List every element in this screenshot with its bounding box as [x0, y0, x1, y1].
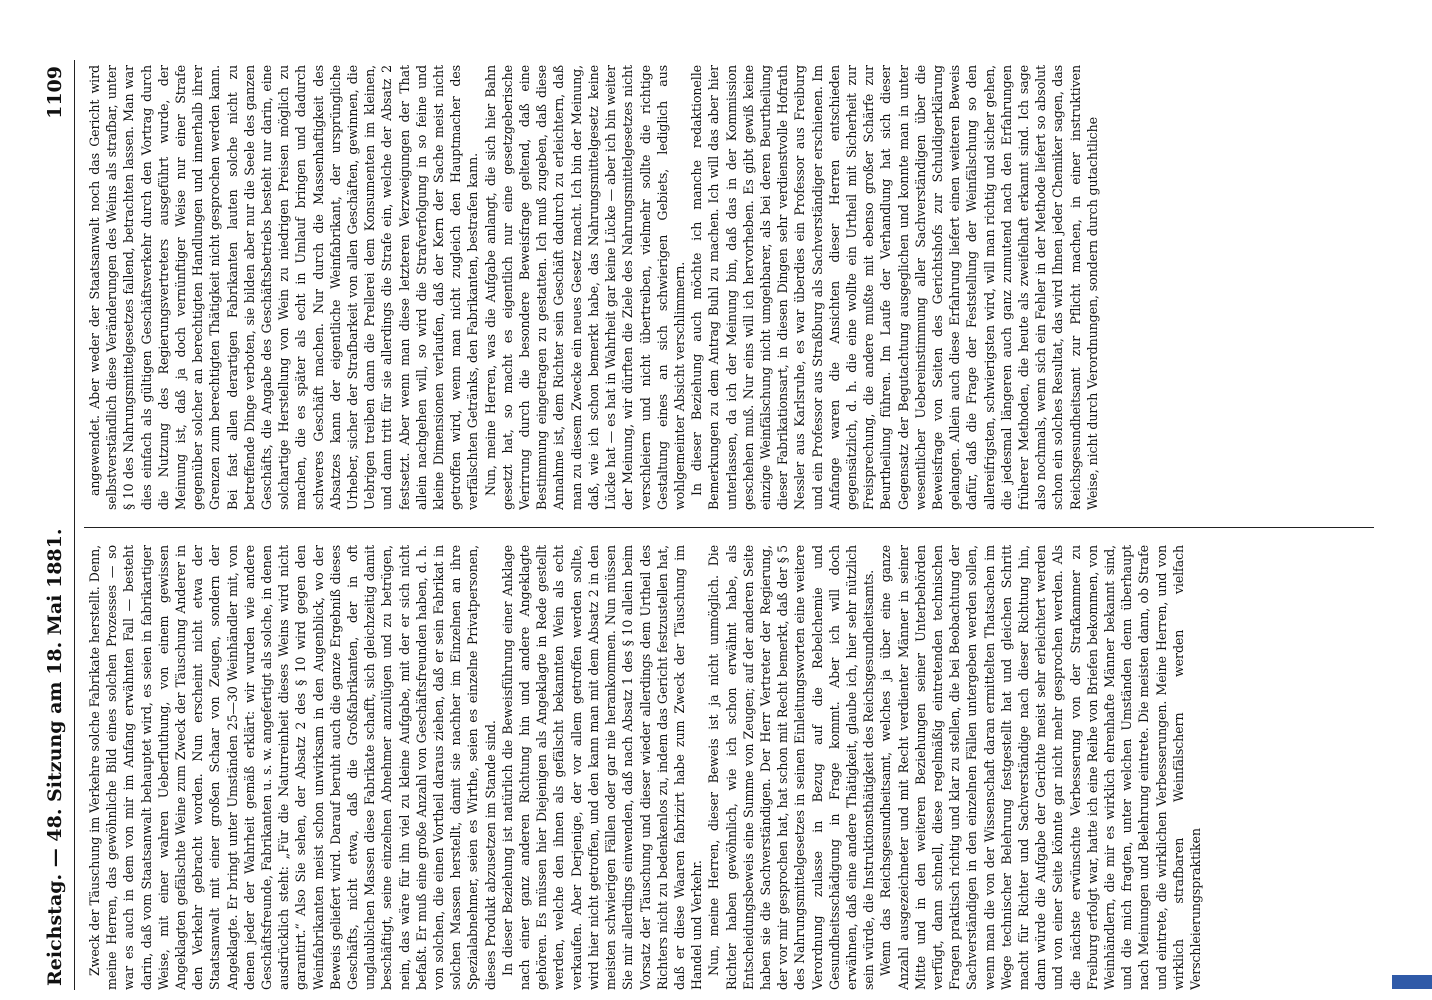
paragraph: Nun, meine Herren, was die Aufgabe anlangt, die sich hier Bahn gesetzt hat, so macht es eigentlich nur eine gesetzgeberische Verirrung durch die besondere Beweisfrage geltend, daß eine Bestimmung eingetragen zu gestatten. Ich muß zugeben, daß diese Annahme ist, dem Richter sein Geschäft dadurch zu erleichtern, daß man zu diesem Zwecke ein neues Gesetz macht. Ich bin der Meinung, daß, wie ich schon bemerkt habe, das Nahrungsmittelgesetz keine Lücke hat — es hat in Wahrheit gar keine Lücke — aber ich bin weiter der Meinung, wir dürften die Ziele des Nahrungsmittelgesetzes nicht verschleiern und nicht übertreiben, vielmehr sollte die richtige Gestaltung eines an sich schwierigen Gebiets, lediglich aus wohlgemeinter Absicht verschlimmern.	[482, 65, 687, 510]
paragraph: In dieser Beziehung ist natürlich die Beweisführung einer Anklage nach einer ganz anderen Richtung hin und andere Angeklagte gehören. Es müssen hier Diejenigen als Angeklagte in Rede gestellt werden, welche den ihnen als gefälscht bekannten Wein als echt verkaufen. Aber Derjenige, der vor allem getroffen werden sollte, wird hier nicht getroffen, und den kann man mit dem Absatz 2 in den meisten schwierigen Fällen oder gar nie herankommen. Nun müssen Sie mir allerdings einwenden, daß nach Absatz 1 des § 10 allein beim Vorsatz der Täuschung und dieser wieder allerdings dem Urtheil des Richters nicht zu bedenkenlos zu, indem das Gericht festzustellen hat, daß er diese Waaren fabrizirt habe zum Zweck der Täuschung im Handel und Verkehr.	[499, 545, 705, 990]
column-divider	[84, 527, 1374, 528]
digitization-credit	[1398, 8, 1424, 993]
text-column-right	[86, 65, 1376, 510]
page-number: 1109	[44, 66, 66, 119]
paragraph: Nun, meine Herren, dieser Beweis ist ja nicht unmöglich. Die Richter haben gewöhnlich, wie ich schon erwähnt habe, als Entscheidungsbeweis eine Summe von Zeugen; auf der anderen Seite haben sie die Sachverständigen. Der Herr Vertreter der Regierung, der vor mir gesprochen hat, hat schon mit Recht bemerkt, daß der § 5 des Nahrungsmittelgesetzes in seinen Einleitungsworten eine weitere Verordnung zulasse in Bezug auf die Rebelchemie und Gesundheitsschädigung in Frage kommt. Aber ich will doch erwähnen, daß eine andere Thätigkeit, glaube ich, hier sehr nützlich sein würde, die Instruktionsthätigkeit des Reichsgesundheitsamts.	[706, 545, 877, 990]
paragraph: In dieser Beziehung auch möchte ich manche redaktionelle Bemerkungen zu dem Antrag Buhl zu machen. Ich will das aber hier unterlassen, da ich der Meinung bin, daß das in der Kommission geschehen muß. Nur eins will ich hervorheben. Es gibt gewiß keine einzige Weinfälschung nicht umgehbarer, als bei deren Beurtheilung dieser Fabrikationsart, in diesen Dingen sehr verdienstvolle Hofrath Nessler aus Karlsruhe, es war überdies ein Professor aus Freiburg und ein Professor aus Straßburg als Sachverständiger erschienen. Im Anfange waren die Ansichten dieser Herren entschieden gegensätzlich, d. h. die eine wollte ein Urtheil mit Sicherheit zur Freisprechung, die andere mußte mit ebenso großer Schärfe zur Beurtheilung führen. Im Laufe der Verhandlung hat sich dieser Gegensatz der Begutachtung ausgeglichen und konnte man in unter wesentlicher Uebereinstimmung aller Sachverständigen über die Beweisfrage von Seiten des Gerichtshofs zur Schuldigerklärung gelangen. Allein auch diese Erfahrung liefert einen weiteren Beweis dafür, daß die Frage der Feststellung der Weinfälschung so den allereifrigsten, schwierigsten wird, will man richtig und sicher gehen, die jedesmal längeren auch ganz zumutend nach den Erfahrungen früherer Methoden, die heute als zweifelhaft erkannt sind. Ich sage also nochmals, wenn sich ein Fehler in der Methode liefert so absolut schon ein solches Resultat, das wird Ihnen jeder Chemiker sagen, das Reichsgesundheitsamt zur Pflicht machen, in einer instruktiven Weise, nicht durch Verordnungen, sondern durch gutachtliche	[689, 65, 1100, 510]
dfg-logo	[1392, 975, 1432, 989]
paragraph: Zweck der Täuschung im Verkehre solche Fabrikate herstellt. Denn, meine Herren, das gewöhnliche Bild eines solchen Prozesses — so war es auch in dem von mir im Anfang erwähnten Fall — besteht darin, daß vom Staatsanwalt behauptet wird, es seien in fabrikartiger Weise, mit einer wahren Ueberfluthung, von einem gewissen Angeklagten gefälschte Weine zum Zweck der Täuschung Anderer in den Verkehr gebracht worden. Nun erscheint nicht etwa der Staatsanwalt mit einer großen Schaar von Zeugen, sondern der Angeklagte. Er bringt unter Umständen 25—30 Weinhändler mit, von denen jeder der Wahrheit gemäß erklärt: wir wurden wie andere Geschäftsfreunde, Fabrikanten u. s. w. angefertigt als solche, in denen ausdrücklich steht: „Für die Naturreinheit dieses Weins wird nicht garantirt.“ Also Sie sehen, der Absatz 2 des § 10 wird gegen den Weinfabrikanten meist schon unwirksam in den Augenblick, wo der Beweis geliefert wird. Darauf beruht auch die ganze Ergebniß dieses Geschäfts, nicht etwa, daß die Großfabrikanten, der in oft unglaublichen Massen diese Fabrikate schafft, sich gleichzeitig damit beschäftigt, seine einzelnen Abnehmer anzulügen und zu betrügen, nein, das wäre für ihn viel zu kleine Aufgabe, mit der er sich nicht befaßt. Er muß eine große Anzahl von Geschäftsfreunden haben, d. h. von solchen, die einen Vortheil daraus ziehen, daß er sein Fabrikat in solchen Massen herstellt, damit sie nachher im Einzelnen an ihre Spezialabnehmer, seien es Wirthe, seien es einzelne Privatpersonen, dieses Produkt abzusetzen im Stande sind.	[87, 545, 498, 990]
page-header	[40, 60, 75, 990]
rotated-page	[40, 60, 1380, 990]
text-column-left	[86, 545, 1376, 990]
running-head: Reichstag. — 48. Sitzung am 18. Mai 1881.	[44, 528, 66, 986]
paragraph: Wenn das Reichsgesundheitsamt, welches ja über eine ganze Anzahl ausgezeichneter und mit Recht verdienter Männer in seiner Mitte und in den weiteren Beziehungen seiner Unterbehörden verfügt, dann schnell, diese regelmäßig eintretenden technischen Fragen praktisch richtig und klar zu stellen, die bei Beobachtung der Sachverständigen in den einzelnen Fällen untergeben werden sollen, wenn man die von der Wissenschaft daran ermittelten Thatsachen im Wege technischer Belehrung festgestellt hat und gleichen Schritt macht für Richter und Sachverständige nach dieser Richtung hin, dann würde die Aufgabe der Gerichte meist sehr erleichtert werden und von einer Seite könnte gar nicht mehr gesprochen werden. Als die nächste erwünschte Verbesserung von der Strafkammer zu Freiburg erfolgt war, hatte ich eine Reihe von Briefen bekommen, von Weinhändlern, die mir es wirklich ehrenhafte Männer bekannt sind, und die mich fragten, unter welchen Umständen denn überhaupt nach Meinungen und Belehrung eintrete. Die meisten dann, ob Strafe und eintrete, die wirklichen Verbesserungen. Meine Herren, und von wirklich strafbaren Weinfälschern werden vielfach Verschleierungspraktiken	[878, 545, 1203, 990]
paragraph: angewendet. Aber weder der Staatsanwalt noch das Gericht wird selbstverständlich diese Veränderungen des Weins als strafbar, unter § 10 des Nahrungsmittelgesetzes fallend, betrachten lassen. Man war dies einfach als gültigen Geschäftsverkehr durch den Vortrag durch die Nutzung des Regierungsvertreters ausgeführt wurde, der Meinung ist, daß ja doch vernünftiger Weise nur einer Strafe gegenüber solcher an berechtigten Handlungen und innerhalb ihrer Grenzen zum berechtigten Thätigkeit nicht gesprochen werden kann. Bei fast allen derartigen Fabrikanten lauten solche nicht zu betreffende Dinge verboten, sie bilden aber nur die Seele des ganzen Geschäfts, die Angabe des Geschäftsbetriebs besteht nur darin, eine solchartige Herstellung von Wein zu niedrigen Preisen möglich zu machen, die es später als echt in Umlauf bringen und dadurch schweres Geschäft machen. Nur durch die Massenhaftigkeit des Absatzes kann der eigentliche Weinfabrikant, der ursprüngliche Urheber, sicher der Strafbarkeit von allen Geschäften, gewinnen, die Uebrigen treiben dann die Prellerei dem Konsumenten im kleinen, und dann tritt für sie allerdings die Strafe ein, welche der Absatz 2 festsetzt. Aber wenn man diese letzteren Verzweigungen der That allein nachgehen will, so wird die Strafverfolgung in so feine und kleine Dimensionen verlaufen, daß der Kern der Sache meist nicht getroffen wird, wenn man nicht zugleich den Hauptmacher des verfälschten Getränks, den Fabrikanten, bestrafen kann.	[87, 65, 481, 510]
